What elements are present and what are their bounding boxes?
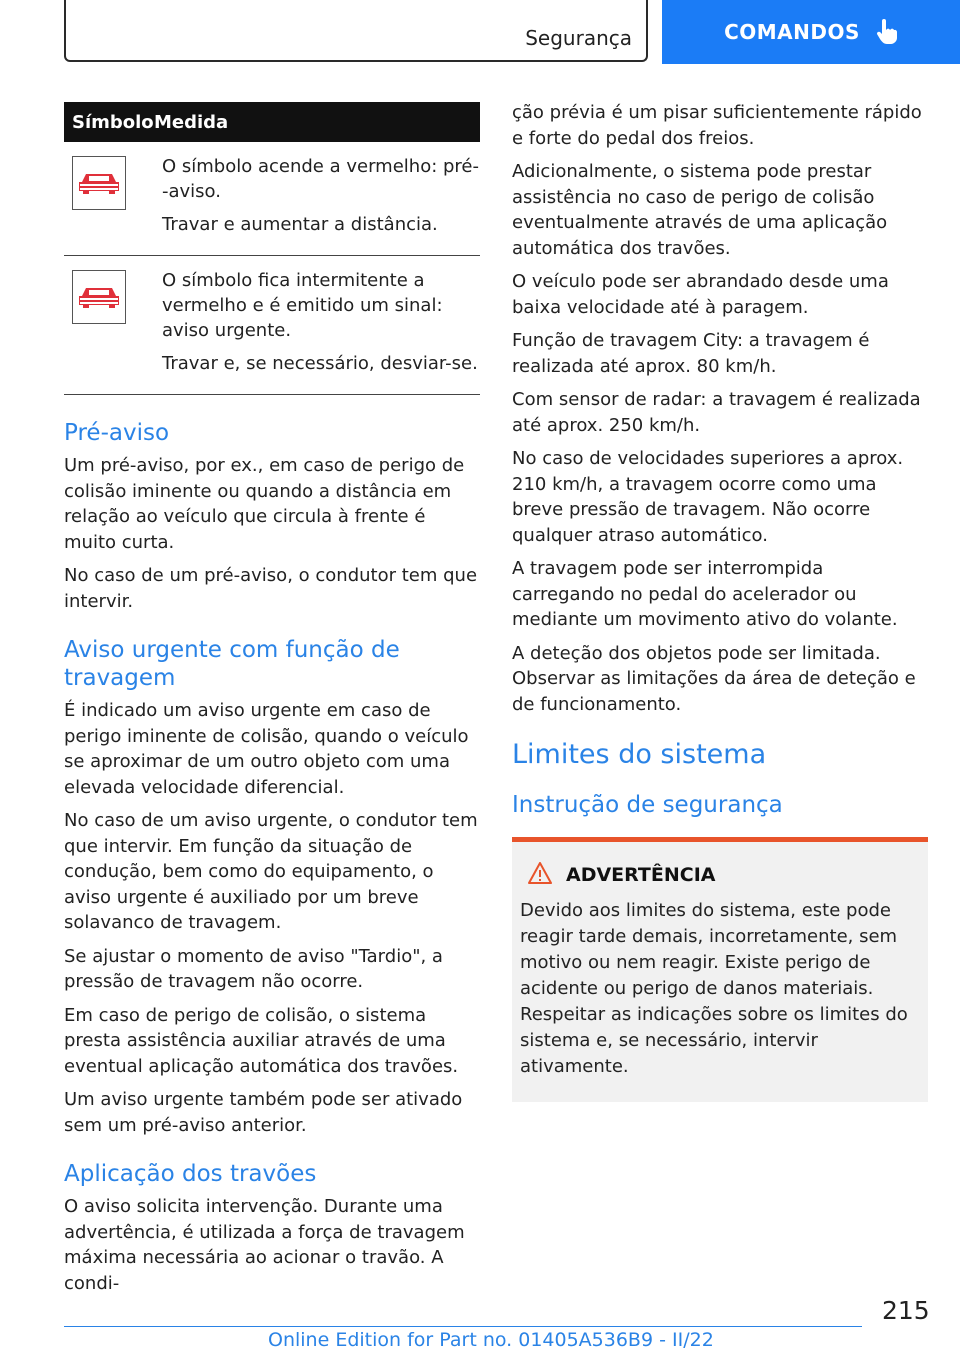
paragraph: A deteção dos objetos pode ser limitada. Observar as limitações da área de deteção e de funcionamento. [512,642,916,715]
paragraph: O veículo pode ser abrandado desde uma baixa velocidade até à paragem. [512,271,889,318]
heading-preaviso: Pré-aviso [64,420,170,446]
heading-aplicacao-travoes: Aplicação dos travões [64,1161,317,1187]
table-col-symbol: Símbolo [72,111,154,133]
paragraph: No caso de velocidades superiores a aprox. 210 km/h, a travagem ocorre como uma breve pressão de travagem. Não ocorre qualquer atraso automático. [512,448,904,546]
heading-instrucao-seguranca: Instrução de segurança [512,792,783,818]
paragraph: O aviso solicita intervenção. Durante uma advertência, é utilizada a força de travagem máxima necessária ao acionar o travão. A condi- [64,1196,465,1294]
paragraph: Adicionalmente, o sistema pode prestar assistência no caso de perigo de colisão eventualmente através de uma aplicação automática dos travões. [512,161,888,259]
page-number: 215 [882,1296,930,1325]
paragraph: É indicado um aviso urgente em caso de perigo iminente de colisão, quando o veículo se aproximar de um outro objeto com uma elevada velocidade diferencial. [64,700,469,798]
paragraph: A travagem pode ser interrompida carregando no pedal do acelerador ou mediante um movimento ativo do volante. [512,558,898,630]
footer-divider [64,1326,862,1327]
warning-triangle-icon [528,862,552,888]
table-row [64,256,480,395]
header-section-title: Segurança [525,26,632,50]
table-row [64,142,480,256]
table-cell-text: Travar e, se necessário, desviar-se. [162,353,478,374]
heading-aviso-urgente: Aviso urgente com função de travagem [64,637,400,691]
table-cell-text: O símbolo acende a vermelho: pré--aviso. [162,156,479,202]
footer-edition: Online Edition for Part no. 01405A536B9 - II/22 [268,1329,714,1351]
heading-limites-sistema: Limites do sistema [512,739,767,770]
paragraph: Um pré-aviso, por ex., em caso de perigo de colisão iminente ou quando a distância em relação ao veículo que circula à frente é muito curta. [64,455,465,553]
paragraph: No caso de um pré-aviso, o condutor tem que intervir. [64,565,478,612]
paragraph: Em caso de perigo de colisão, o sistema presta assistência auxiliar através de uma eventual aplicação automática dos travões. [64,1004,459,1077]
right-column [512,100,928,1102]
header-chapter-tab[interactable] [662,0,960,64]
table-cell-text: Travar e aumentar a distância. [162,214,438,235]
table-cell-text: O símbolo fica intermitente a vermelho e é emitido um sinal: aviso urgente. [162,270,443,341]
paragraph: Um aviso urgente também pode ser ativado sem um pré-aviso anterior. [64,1089,463,1136]
table-col-action: Medida [154,111,229,133]
left-column [64,102,480,1304]
paragraph: Com sensor de radar: a travagem é realizada até aprox. 250 km/h. [512,389,921,436]
car-warning-icon [72,156,126,210]
hand-pointer-icon [876,19,898,45]
paragraph: No caso de um aviso urgente, o condutor tem que intervir. Em função da situação de condução, bem como do equipamento, o aviso urgente é auxiliado por um breve solavanco de travagem. [64,810,478,933]
warning-box [512,837,928,1102]
warning-title: ADVERTÊNCIA [566,864,716,886]
paragraph: Função de travagem City: a travagem é realizada até aprox. 80 km/h. [512,330,870,377]
car-warning-icon [72,270,126,324]
warning-text: Devido aos limites do sistema, este pode reagir tarde demais, incorretamente, sem motivo ou nem reagir. Existe perigo de acidente ou perigo de danos materiais. Respeitar as indicações sobre os limites do sistema e, se necessário, intervir ativamente. [520,900,908,1077]
paragraph: ção prévia é um pisar suficientemente rápido e forte do pedal dos freios. [512,102,922,149]
header-section-box [64,0,648,62]
table-header [64,102,480,142]
paragraph: Se ajustar o momento de aviso "Tardio", a pressão de travagem não ocorre. [64,945,443,992]
header-chapter-title: COMANDOS [724,20,860,44]
